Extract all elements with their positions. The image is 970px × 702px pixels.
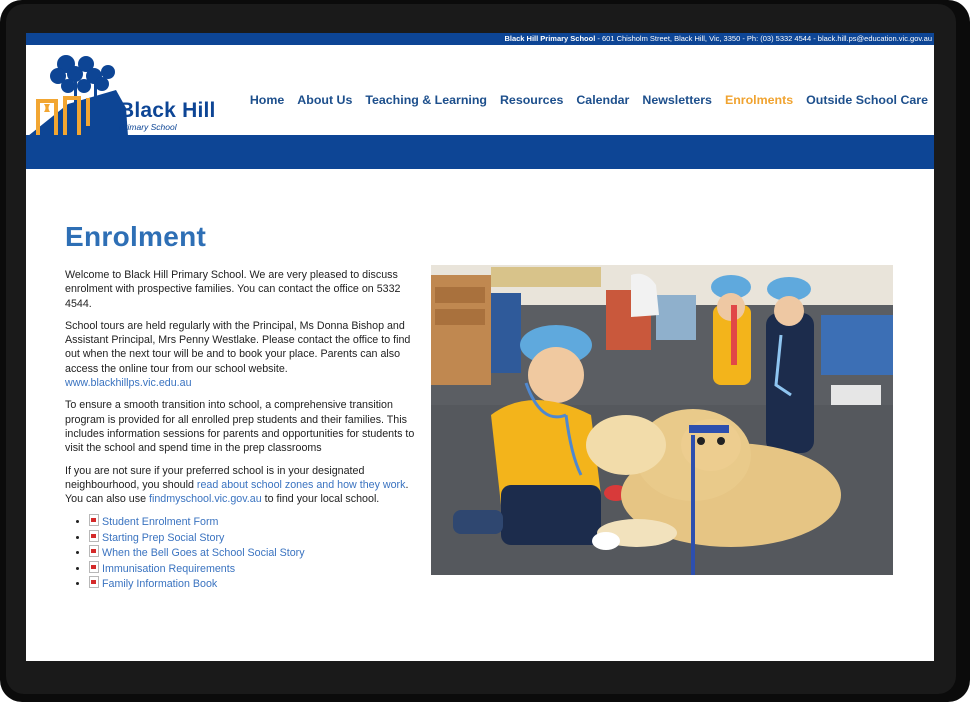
transition-paragraph: To ensure a smooth transition into school, a comprehensive transition program is provided for all enrolled prep students and their families. This includes information sessions for parents and opportunities for students to visit the school and spend time in the prep classrooms (65, 399, 415, 455)
nav-calendar[interactable]: Calendar (576, 93, 630, 107)
nav-outside-school-care[interactable]: Outside School Care (806, 93, 928, 107)
tours-paragraph (65, 319, 422, 390)
school-zones-link[interactable]: read about school zones and how they work (196, 478, 406, 491)
pdf-document-icon (89, 561, 99, 573)
pdf-document-icon (89, 514, 99, 526)
logo-subtitle: Primary School (119, 122, 177, 132)
list-item (89, 576, 422, 592)
main-nav (250, 93, 928, 107)
nav-resources[interactable]: Resources (499, 93, 564, 107)
header-banner (26, 135, 934, 169)
school-logo[interactable] (28, 46, 218, 136)
findmyschool-link[interactable]: findmyschool.vic.gov.au (148, 493, 262, 506)
school-website-link[interactable]: www.blackhillps.vic.edu.au (65, 377, 192, 390)
starting-prep-social-story-link[interactable]: Starting Prep Social Story (102, 531, 225, 544)
list-item (89, 561, 422, 577)
zones-text-middle: . You can also use (65, 478, 409, 506)
document-list (65, 514, 422, 592)
students-with-dog-photo (431, 265, 893, 575)
zones-paragraph (65, 464, 422, 507)
contact-bar (26, 33, 934, 45)
nav-about-us[interactable]: About Us (297, 93, 353, 107)
nav-teaching-learning[interactable]: Teaching & Learning (365, 93, 487, 107)
list-item (89, 514, 422, 530)
logo-title: Black Hill (119, 99, 216, 122)
pdf-document-icon (89, 530, 99, 542)
list-item (89, 530, 422, 546)
contact-bar-details: - 601 Chisholm Street, Black Hill, Vic, 3350 - Ph: (03) 5332 4544 - black.hill.ps@education.vic.gov.au (595, 34, 932, 43)
pdf-document-icon (89, 576, 99, 588)
enrolment-text (65, 268, 422, 592)
nav-enrolments[interactable]: Enrolments (724, 93, 794, 107)
family-information-book-link[interactable]: Family Information Book (102, 578, 218, 591)
contact-bar-school: Black Hill Primary School (504, 34, 596, 43)
tours-text: School tours are held regularly with the Principal, Ms Donna Bishop and Assistant Principal, Mrs Penny Westlake. Please contact the office to find out when the next tour will be and to book your place. Parents can also access the online tour from our school website. (65, 319, 411, 375)
zones-text-end: to find your local school. (261, 493, 380, 506)
pdf-document-icon (89, 545, 99, 557)
page-title: Enrolment (65, 221, 207, 252)
browser-viewport (26, 33, 934, 661)
zones-text-start: If you are not sure if your preferred school is in your designated neighbourhood, you should (65, 464, 365, 491)
intro-paragraph: Welcome to Black Hill Primary School. We are very pleased to discuss enrolment with prospective families. You can contact the office on 5332 4544. (65, 269, 401, 310)
nav-newsletters[interactable]: Newsletters (642, 93, 712, 107)
main-content (26, 169, 934, 661)
list-item (89, 545, 422, 561)
immunisation-requirements-link[interactable]: Immunisation Requirements (102, 562, 236, 575)
bell-goes-social-story-link[interactable]: When the Bell Goes at School Social Story (102, 547, 305, 560)
student-enrolment-form-link[interactable]: Student Enrolment Form (102, 516, 219, 529)
nav-home[interactable]: Home (249, 93, 285, 107)
site-header (26, 45, 934, 135)
